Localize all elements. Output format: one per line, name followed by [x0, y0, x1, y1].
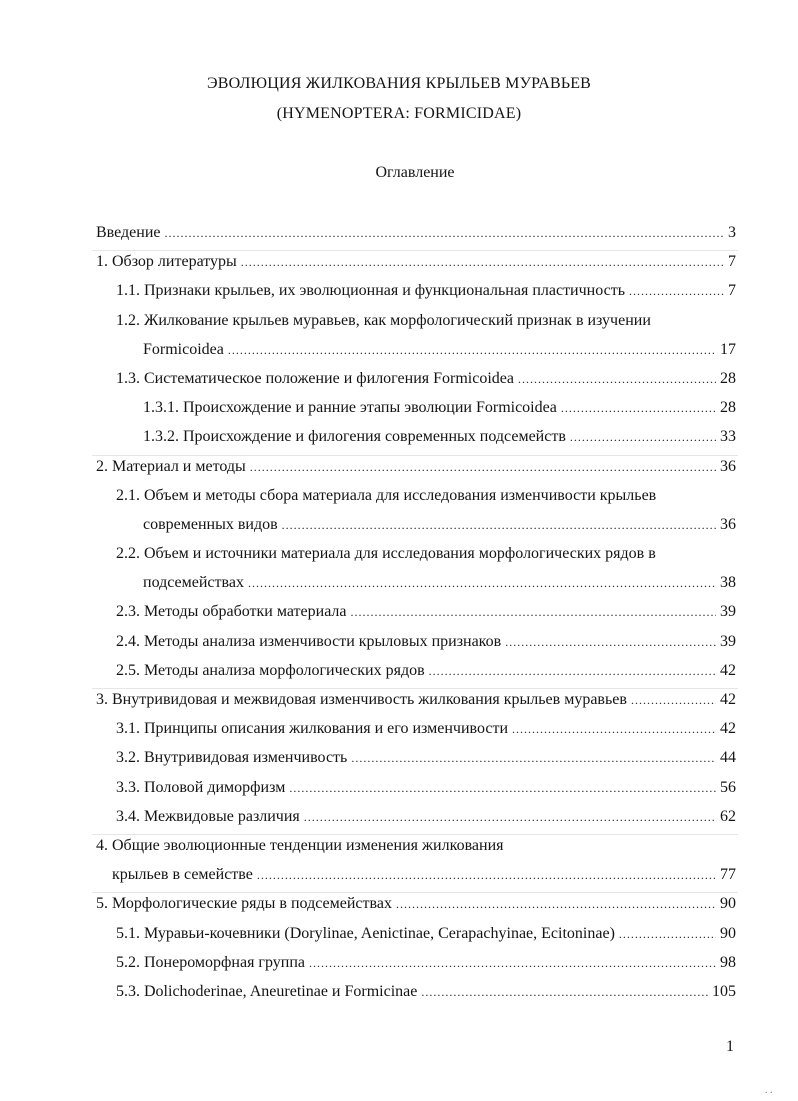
toc-row [0, 600, 798, 629]
toc-entry-2-5[interactable] [116, 659, 736, 683]
toc-entry-label: 5. Морфологические ряды в подсемействах [96, 895, 392, 913]
toc-entry-label: 1.2. Жилкование крыльев муравьев, как морфологический признак в изучении [116, 311, 651, 329]
toc-entry-label: 3.1. Принципы описания жилкования и его изменчивости [116, 720, 508, 738]
toc-entry-label: 2.4. Методы анализа изменчивости крыловых признаков [116, 632, 502, 650]
toc-entry-page: 17 [720, 340, 736, 358]
toc-row [0, 776, 798, 805]
toc-entry-label: 3.2. Внутривидовая изменчивость [116, 749, 348, 767]
toc-entry-label: 2.3. Методы обработки материала [116, 603, 347, 621]
toc-entry-label: 1.3. Систематическое положение и филогения Formicoidea [116, 369, 514, 387]
toc-row [0, 250, 798, 279]
dot-leader [257, 863, 716, 887]
toc-row [0, 571, 798, 600]
toc-row [0, 746, 798, 775]
toc-entry-label: 2. Материал и методы [96, 457, 246, 475]
dot-leader [304, 805, 716, 829]
toc-row [0, 659, 798, 688]
dot-leader [241, 250, 724, 274]
toc-entry-page: 62 [720, 807, 736, 825]
toc-entry-label: 2.2. Объем и источники материала для исследования морфологических рядов в [116, 545, 656, 563]
toc-entry-label: современных видов [143, 515, 278, 533]
toc-entry-page: 56 [720, 778, 736, 796]
toc-row [0, 367, 798, 396]
toc-entry-label: 3.3. Половой диморфизм [116, 778, 286, 796]
toc-entry-page: 42 [720, 691, 736, 708]
toc-entry-page: 28 [720, 369, 736, 387]
dot-leader [250, 455, 716, 479]
dot-leader [570, 425, 716, 449]
toc-entry-page: 36 [720, 515, 736, 533]
toc-entry-page: 90 [720, 895, 736, 913]
toc-entry-page: 90 [720, 924, 736, 942]
toc-row [0, 892, 798, 921]
toc-entry-1-3[interactable] [116, 367, 736, 391]
dot-leader [351, 600, 716, 624]
toc-entry-page: 7 [728, 282, 736, 300]
toc-row [0, 922, 798, 951]
toc-entry-page: 3 [728, 224, 736, 241]
toc-entry-label: 1.1. Признаки крыльев, их эволюционная и функциональная пластичность [116, 282, 626, 300]
toc-row [0, 396, 798, 425]
toc-entry-3[interactable] [96, 688, 736, 712]
toc-entry-label: 3. Внутривидовая и межвидовая изменчивость жилкования крыльев муравьев [96, 691, 627, 708]
toc-entry-page: 33 [720, 428, 736, 446]
dot-leader [629, 279, 724, 303]
toc-entry-1-1[interactable] [116, 279, 736, 303]
toc-entry-label: 3.4. Межвидовые различия [116, 807, 300, 825]
dot-leader [421, 980, 708, 1004]
dot-leader [619, 922, 716, 946]
toc-entry-page: 44 [720, 749, 736, 767]
dot-leader [512, 717, 716, 741]
toc-entry-5[interactable] [96, 892, 736, 916]
toc-entry-2-3[interactable] [116, 600, 736, 624]
toc-entry-label: 4. Общие эволюционные тенденции изменения жилкования [96, 836, 504, 854]
toc-entry-label: крыльев в семействе [112, 866, 253, 884]
toc-row [0, 834, 798, 863]
toc-entry-1-2-continued[interactable] [143, 338, 736, 362]
toc-row [0, 863, 798, 892]
toc-entry-label: 1.3.1. Происхождение и ранние этапы эволюции Formicoidea [143, 399, 557, 417]
toc-entry-page: 42 [720, 720, 736, 738]
toc-entry-label: Введение [96, 224, 161, 241]
toc-row [0, 221, 798, 250]
toc-entry-3-4[interactable] [116, 805, 736, 829]
toc-row [0, 980, 798, 1009]
toc-entry-label: 1.3.2. Происхождение и филогения современных подсемейств [143, 428, 566, 446]
dot-leader [429, 659, 716, 683]
toc-entry-2-1-continued[interactable] [143, 513, 736, 537]
toc-entry-label: 1. Обзор литературы [96, 253, 237, 271]
scan-artifact-mark: . . [765, 1085, 773, 1096]
toc-row [0, 338, 798, 367]
toc-row [0, 425, 798, 454]
toc-entry-label: 2.1. Объем и методы сбора материала для исследования изменчивости крыльев [116, 486, 657, 504]
toc-entry-3-3[interactable] [116, 776, 736, 800]
toc-entry-1-3-1[interactable] [143, 396, 736, 420]
toc-entry-label: 5.3. Dolichoderinae, Aneuretinae и Formicinae [116, 982, 418, 1000]
toc-row [0, 309, 798, 338]
toc-entry-3-1[interactable] [116, 717, 736, 741]
toc-entry-label: 5.1. Муравьи-кочевники (Dorylinae, Aenictinae, Cerapachyinae, Ecitoninae) [116, 924, 615, 942]
dot-leader [165, 221, 725, 245]
toc-entry-5-3[interactable] [116, 980, 736, 1004]
toc-entry-2[interactable] [96, 455, 736, 479]
toc-entry-2-2-continued[interactable] [143, 571, 736, 595]
dot-leader [631, 688, 716, 712]
toc-entry-3-2[interactable] [116, 746, 736, 770]
toc-entry-label: 2.5. Методы анализа морфологических рядов [116, 661, 425, 679]
toc-entry-label: 5.2. Понероморфная группа [116, 953, 306, 971]
toc-row [0, 279, 798, 308]
toc-entry-page: 38 [720, 574, 736, 592]
toc-row [0, 513, 798, 542]
toc-heading: Оглавление [375, 164, 455, 181]
toc-entry-2-1[interactable] [116, 484, 736, 508]
dot-leader [505, 630, 716, 654]
dot-leader [351, 746, 716, 770]
toc-row [0, 688, 798, 717]
toc-entry-page: 98 [720, 953, 736, 971]
toc-entry-4[interactable] [96, 834, 736, 858]
dot-leader [228, 338, 716, 362]
dot-leader [289, 776, 716, 800]
toc-entry-1-3-2[interactable] [143, 425, 736, 449]
toc-entry-2-2[interactable] [116, 542, 736, 566]
dot-leader [282, 513, 716, 537]
document-title: ЭВОЛЮЦИЯ ЖИЛКОВАНИЯ КРЫЛЬЕВ МУРАВЬЕВ [206, 75, 592, 92]
toc-row [0, 542, 798, 571]
dot-leader [309, 951, 716, 975]
toc-entry-2-4[interactable] [116, 630, 736, 654]
toc-entry-page: 39 [720, 603, 736, 621]
toc-row [0, 630, 798, 659]
toc-entry-page: 42 [720, 661, 736, 679]
dot-leader [248, 571, 716, 595]
toc-entry-5-1[interactable] [116, 922, 736, 946]
toc-entry-page: 105 [712, 982, 736, 1000]
toc-row [0, 805, 798, 834]
toc-entry-label: Formicoidea [143, 340, 224, 358]
toc-entry-5-2[interactable] [116, 951, 736, 975]
toc-row [0, 455, 798, 484]
toc-entry-introduction[interactable] [96, 221, 736, 245]
toc-entry-page: 28 [720, 399, 736, 417]
document-subtitle: (HYMENOPTERA: FORMICIDAE) [276, 105, 522, 122]
toc-entry-4-continued[interactable] [112, 863, 736, 887]
toc-entry-1[interactable] [96, 250, 736, 274]
page-number: 1 [726, 1038, 734, 1055]
table-of-contents [0, 221, 798, 1009]
toc-entry-page: 77 [720, 866, 736, 884]
toc-entry-page: 36 [720, 457, 736, 475]
dot-leader [561, 396, 716, 420]
toc-entry-1-2[interactable] [116, 309, 736, 333]
toc-row [0, 717, 798, 746]
toc-entry-page: 39 [720, 632, 736, 650]
toc-row [0, 951, 798, 980]
toc-entry-label: подсемействах [143, 574, 244, 592]
toc-row [0, 484, 798, 513]
dot-leader [396, 892, 716, 916]
toc-entry-page: 7 [728, 253, 736, 271]
dot-leader [518, 367, 716, 391]
